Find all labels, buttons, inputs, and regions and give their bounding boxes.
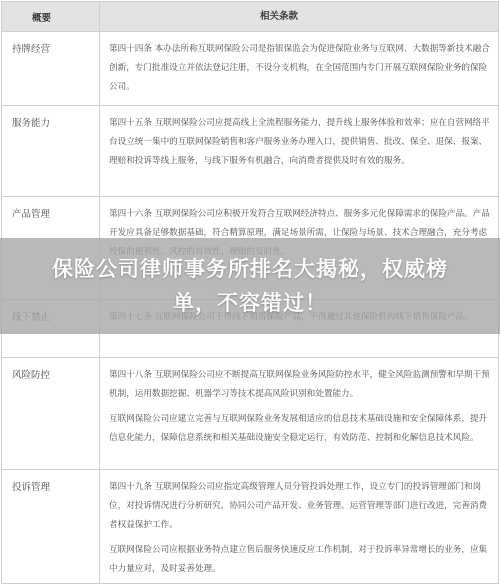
clause-paragraph: 第四十九条 互联网保险公司应指定高级管理人员分管投诉处理工作，设立专门的投诉管理部门和岗位，对投诉情况进行分析研究，协同公司产品开发、业务管理、运营管理等部门进行改进，完善消费者权益保护工作。: [109, 482, 488, 530]
row-clause-complaint-management: [100, 470, 498, 583]
banner-title: 保险公司律师事务所排名大揭秘，权威榜单，不容错过！: [52, 257, 448, 315]
clause-paragraph: 互联网保险公司应根据业务特点建立售后服务快速反应工作机制，对于投诉率异常增长的业务，应集中力量应对，及时妥善处理。: [109, 545, 488, 574]
row-label-risk-control: 风险防控: [2, 358, 100, 469]
clause-paragraph: 第四十八条 互联网保险公司应不断提高互联网保险业务风险防控水平，健全风险监测预警和早期干预机制，运用数据挖掘、机器学习等技术提高风险识别和处置能力。: [109, 370, 490, 399]
row-label-product-management: 产品管理: [2, 197, 100, 299]
table-row: [2, 32, 498, 106]
table-row: [2, 106, 498, 197]
row-label-service-capability: 服务能力: [2, 106, 100, 196]
table-row: [2, 358, 498, 470]
row-label-complaint-management: 投诉管理: [2, 470, 100, 583]
header-clauses: 相关条款: [259, 11, 298, 22]
header-summary: 概要: [2, 2, 100, 31]
title-banner: [0, 238, 500, 334]
row-clause-risk-control: [100, 358, 498, 469]
row-clause-licensed-operation: [100, 32, 498, 105]
row-clause-service-capability: [100, 106, 498, 196]
clause-paragraph: 第四十五条 互联网保险公司应提高线上全流程服务能力，提升线上服务体验和效率；应在自营网络平台设立统一集中的互联网保险销售和客户服务业务办理入口，提供销售、批改、保全、退保、报案、理赔和投诉等线上服务，与线下服务有机融合，向消费者提供及时有效的服务。: [109, 118, 490, 166]
clause-paragraph: 第四十六条 互联网保险公司应积极开发符合互联网经济特点、服务多元化保障需求的保险产品。产品开发应具备足够数据基础，符合精算原理，满足场景所需，让保险与场景、技术合理融合，充分考虑: [109, 209, 490, 238]
clause-paragraph: 第四十四条 本办法所称互联网保险公司是指银保监会为促进保险业务与互联网、大数据等新技术融合创新，专门批准设立并依法登记注册，不设分支机构，在全国范围内专门开展互联网保险业务的保险公司。: [109, 44, 490, 92]
table-row: [2, 470, 498, 583]
row-label-licensed-operation: 持牌经营: [2, 32, 100, 105]
table-header-row: [2, 2, 498, 32]
clause-paragraph: 互联网保险公司应建立完善与互联网保险业务发展相适应的信息技术基础设施和安全保障体系，提升信息化能力，保障信息系统和相关基础设施安全稳定运行，有效防范、控制和化解信息技术风险。: [109, 414, 488, 443]
